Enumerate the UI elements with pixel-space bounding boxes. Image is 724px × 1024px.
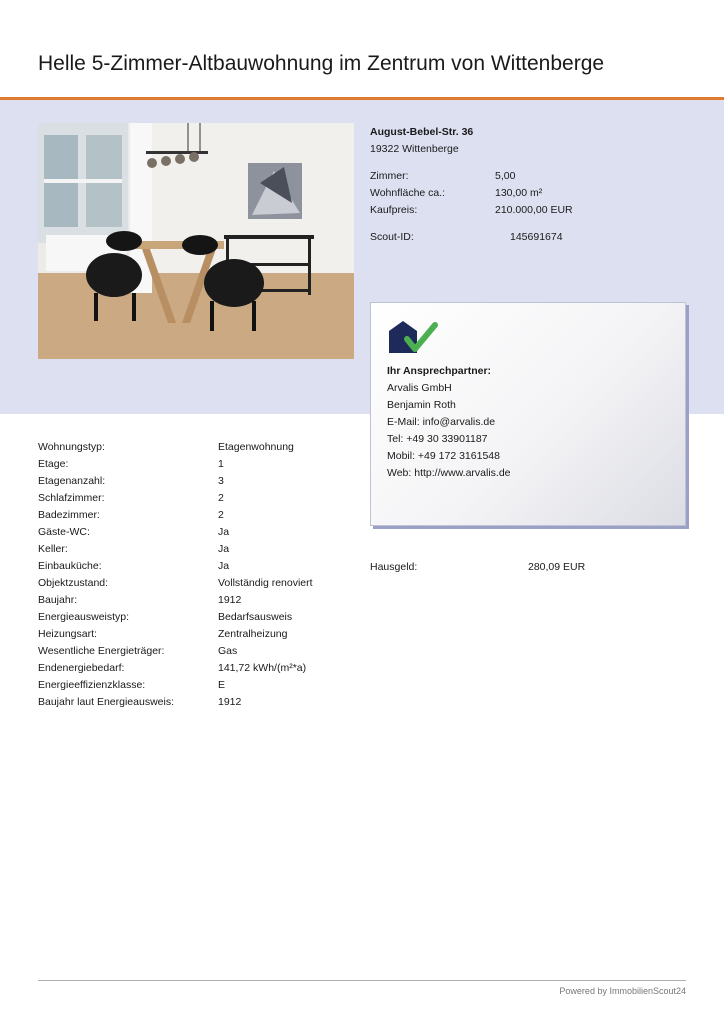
detail-value: Ja xyxy=(218,560,230,572)
fact-label: Kaufpreis: xyxy=(370,204,418,216)
contact-person: Benjamin Roth xyxy=(387,399,456,411)
fact-label: Zimmer: xyxy=(370,170,409,182)
detail-row xyxy=(38,509,338,526)
fact-value: 5,00 xyxy=(495,170,516,182)
detail-label: Wohnungstyp: xyxy=(38,441,105,453)
house-check-logo-icon xyxy=(387,319,439,355)
contact-details xyxy=(387,363,511,482)
detail-label: Baujahr laut Energieausweis: xyxy=(38,696,174,708)
scout-id-label: Scout-ID: xyxy=(370,231,414,243)
detail-row xyxy=(38,645,338,662)
detail-value: 2 xyxy=(218,509,224,521)
detail-label: Energieeffizienzklasse: xyxy=(38,679,146,691)
detail-label: Energieausweistyp: xyxy=(38,611,130,623)
detail-row xyxy=(38,577,338,594)
detail-row xyxy=(38,696,338,713)
detail-label: Objektzustand: xyxy=(38,577,109,589)
detail-value: Bedarfsausweis xyxy=(218,611,293,623)
detail-value: 1912 xyxy=(218,594,242,606)
property-details xyxy=(38,441,338,713)
detail-row xyxy=(38,662,338,679)
contact-heading: Ihr Ansprechpartner: xyxy=(387,365,492,377)
hausgeld-row xyxy=(370,561,630,578)
detail-row xyxy=(38,611,338,628)
detail-value: E xyxy=(218,679,226,691)
detail-value: Etagenwohnung xyxy=(218,441,294,453)
detail-label: Einbauküche: xyxy=(38,560,102,572)
dining-room-image xyxy=(38,123,354,359)
detail-value: 1 xyxy=(218,458,224,470)
detail-value: 3 xyxy=(218,475,224,487)
fact-label: Wohnfläche ca.: xyxy=(370,187,446,199)
footer-divider xyxy=(38,980,686,981)
contact-company: Arvalis GmbH xyxy=(387,382,452,394)
detail-value: 1912 xyxy=(218,696,242,708)
contact-web[interactable]: Web: http://www.arvalis.de xyxy=(387,467,511,479)
detail-label: Schlafzimmer: xyxy=(38,492,105,504)
hausgeld-value: 280,09 EUR xyxy=(528,561,586,573)
detail-label: Wesentliche Energieträger: xyxy=(38,645,165,657)
detail-row xyxy=(38,679,338,696)
detail-label: Badezimmer: xyxy=(38,509,100,521)
fact-value: 130,00 m² xyxy=(495,187,543,199)
detail-value: Ja xyxy=(218,526,230,538)
footer-credit: Powered by ImmobilienScout24 xyxy=(559,986,686,996)
detail-row xyxy=(38,492,338,509)
detail-row xyxy=(38,543,338,560)
detail-row xyxy=(38,458,338,475)
contact-email[interactable]: E-Mail: info@arvalis.de xyxy=(387,416,496,428)
detail-value: 141,72 kWh/(m²*a) xyxy=(218,662,307,674)
detail-label: Etagenanzahl: xyxy=(38,475,106,487)
property-photo[interactable] xyxy=(38,123,354,359)
detail-row xyxy=(38,628,338,645)
page-title: Helle 5-Zimmer-Altbauwohnung im Zentrum von Wittenberge xyxy=(38,52,605,75)
detail-value: Gas xyxy=(218,645,238,657)
detail-value: Zentralheizung xyxy=(218,628,288,640)
scout-id-value: 145691674 xyxy=(510,231,563,243)
detail-value: 2 xyxy=(218,492,224,504)
detail-row xyxy=(38,594,338,611)
detail-row xyxy=(38,526,338,543)
contact-phone[interactable]: Tel: +49 30 33901187 xyxy=(387,433,488,445)
detail-value: Vollständig renoviert xyxy=(218,577,313,589)
detail-label: Heizungsart: xyxy=(38,628,97,640)
hausgeld-label: Hausgeld: xyxy=(370,561,418,573)
detail-label: Keller: xyxy=(38,543,68,555)
detail-label: Etage: xyxy=(38,458,69,470)
detail-label: Endenergiebedarf: xyxy=(38,662,125,674)
address-street: August-Bebel-Str. 36 xyxy=(370,126,474,138)
property-address xyxy=(370,124,473,158)
detail-row xyxy=(38,441,338,458)
detail-row xyxy=(38,475,338,492)
contact-mobile[interactable]: Mobil: +49 172 3161548 xyxy=(387,450,500,462)
contact-card xyxy=(370,302,686,526)
fact-value: 210.000,00 EUR xyxy=(495,204,573,216)
address-city: 19322 Wittenberge xyxy=(370,143,459,155)
detail-value: Ja xyxy=(218,543,230,555)
detail-label: Gäste-WC: xyxy=(38,526,90,538)
detail-row xyxy=(38,560,338,577)
detail-label: Baujahr: xyxy=(38,594,78,606)
